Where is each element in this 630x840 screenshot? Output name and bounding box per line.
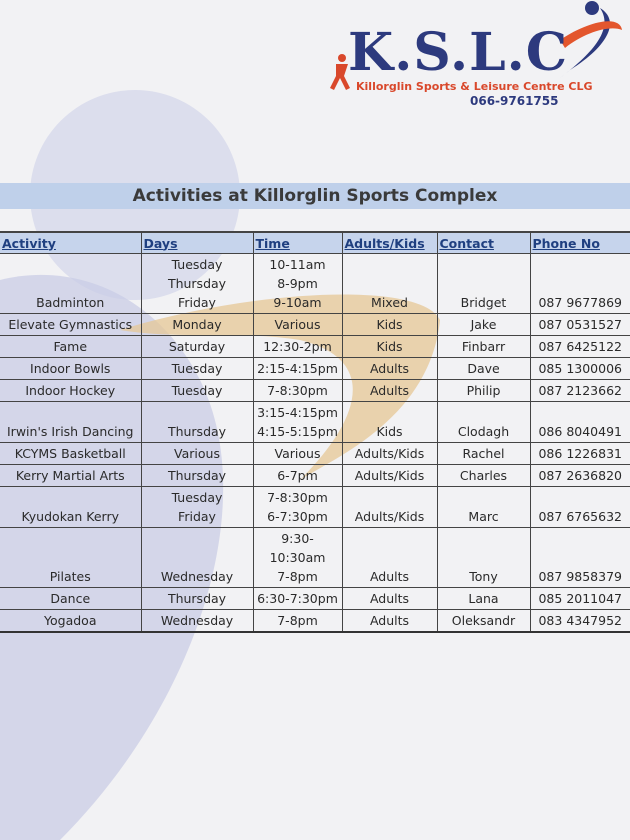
time-cell-line: 7-8pm [277, 613, 318, 628]
contact-cell: Tony [437, 528, 530, 588]
table-row [0, 487, 630, 528]
phone-cell: 087 9858379 [530, 528, 630, 588]
days-cell-line: Wednesday [160, 613, 234, 628]
activity-cell: Fame [0, 336, 141, 358]
contact-cell: Charles [437, 465, 530, 487]
days-cell-line: Monday [172, 317, 222, 332]
time-cell-line: 4:15-5:15pm [257, 424, 338, 439]
time-cell-line: 7-8pm [277, 569, 318, 584]
days-cell-line: Tuesday [171, 490, 223, 505]
column-header-days: Days [141, 232, 253, 254]
activity-cell: Indoor Bowls [0, 358, 141, 380]
time-cell-line: 6-7:30pm [267, 509, 328, 524]
table-row [0, 528, 630, 588]
days-cell [141, 314, 253, 336]
ages-cell: Mixed [342, 254, 437, 314]
ages-cell: Adults [342, 588, 437, 610]
contact-cell: Jake [437, 314, 530, 336]
time-cell [253, 358, 342, 380]
ages-cell: Kids [342, 336, 437, 358]
days-cell [141, 487, 253, 528]
activity-cell: Elevate Gymnastics [0, 314, 141, 336]
activity-cell: Kyudokan Kerry [0, 487, 141, 528]
ages-cell: Adults [342, 528, 437, 588]
activity-cell: Dance [0, 588, 141, 610]
phone-cell: 087 0531527 [530, 314, 630, 336]
column-header-activity: Activity [0, 232, 141, 254]
contact-cell: Dave [437, 358, 530, 380]
column-header-phone: Phone No [530, 232, 630, 254]
ages-cell: Adults [342, 610, 437, 633]
days-cell-line: Tuesday [171, 361, 223, 376]
column-header-contact: Contact [437, 232, 530, 254]
table-row [0, 336, 630, 358]
phone-cell: 087 2123662 [530, 380, 630, 402]
time-cell-line: 2:15-4:15pm [257, 361, 338, 376]
days-cell-line: Various [174, 446, 220, 461]
logo-text: K.S.L.C [348, 22, 569, 83]
time-cell [253, 402, 342, 443]
days-cell-line: Thursday [167, 468, 227, 483]
days-cell [141, 588, 253, 610]
time-cell [253, 465, 342, 487]
days-cell [141, 402, 253, 443]
days-cell-line: Friday [178, 509, 216, 524]
table-row [0, 358, 630, 380]
days-cell-line: Saturday [168, 339, 226, 354]
time-cell-line: 9-10am [273, 295, 322, 310]
ages-cell: Adults [342, 358, 437, 380]
phone-cell: 087 2636820 [530, 465, 630, 487]
days-cell [141, 358, 253, 380]
activity-cell: Kerry Martial Arts [0, 465, 141, 487]
time-cell [253, 380, 342, 402]
table-row [0, 610, 630, 633]
time-cell [253, 314, 342, 336]
days-cell [141, 380, 253, 402]
column-header-adults-kids: Adults/Kids [342, 232, 437, 254]
ages-cell: Kids [342, 314, 437, 336]
time-cell-line: 12:30-2pm [263, 339, 332, 354]
phone-cell: 087 9677869 [530, 254, 630, 314]
column-header-time: Time [253, 232, 342, 254]
time-cell [253, 588, 342, 610]
time-cell-line: Various [274, 317, 321, 332]
time-cell-line: 6:30-7:30pm [257, 591, 338, 606]
activity-cell: Badminton [0, 254, 141, 314]
table-row [0, 465, 630, 487]
table-row [0, 254, 630, 314]
contact-cell: Bridget [437, 254, 530, 314]
time-cell [253, 487, 342, 528]
activity-cell: Yogadoa [0, 610, 141, 633]
days-cell-line: Thursday [167, 424, 227, 439]
table-row [0, 380, 630, 402]
days-cell [141, 443, 253, 465]
time-cell-line: 3:15-4:15pm [257, 405, 338, 420]
phone-cell: 085 2011047 [530, 588, 630, 610]
time-cell [253, 443, 342, 465]
time-cell [253, 336, 342, 358]
contact-cell: Oleksandr [437, 610, 530, 633]
contact-cell: Marc [437, 487, 530, 528]
ages-cell: Adults/Kids [342, 487, 437, 528]
days-cell [141, 465, 253, 487]
days-cell [141, 254, 253, 314]
contact-cell: Clodagh [437, 402, 530, 443]
phone-cell: 085 1300006 [530, 358, 630, 380]
time-cell-line: Various [274, 446, 321, 461]
contact-cell: Finbarr [437, 336, 530, 358]
days-cell-line: Friday [178, 295, 216, 310]
table-row [0, 443, 630, 465]
days-cell-line: Wednesday [160, 569, 234, 584]
ages-cell: Adults [342, 380, 437, 402]
ages-cell: Kids [342, 402, 437, 443]
time-cell-line: 6-7pm [277, 468, 318, 483]
time-cell-line: 10-11am [269, 257, 326, 272]
phone-cell: 086 1226831 [530, 443, 630, 465]
days-cell [141, 336, 253, 358]
contact-cell: Lana [437, 588, 530, 610]
activity-cell: Irwin's Irish Dancing [0, 402, 141, 443]
days-cell-line: Thursday [167, 591, 227, 606]
time-cell-line: 8-9pm [277, 276, 318, 291]
page-title: Activities at Killorglin Sports Complex [132, 186, 498, 206]
table-row [0, 402, 630, 443]
logo-subtitle: Killorglin Sports & Leisure Centre CLG [356, 80, 593, 93]
days-cell-line: Tuesday [171, 257, 223, 272]
activities-table [0, 231, 630, 633]
time-cell-line: 7-8:30pm [267, 383, 328, 398]
table-body [0, 254, 630, 633]
time-cell-line: 9:30-10:30am [269, 531, 326, 565]
ages-cell: Adults/Kids [342, 465, 437, 487]
phone-cell: 086 8040491 [530, 402, 630, 443]
table-row [0, 588, 630, 610]
contact-cell: Rachel [437, 443, 530, 465]
activity-cell: Indoor Hockey [0, 380, 141, 402]
activity-cell: Pilates [0, 528, 141, 588]
time-cell-line: 7-8:30pm [267, 490, 328, 505]
time-cell [253, 610, 342, 633]
days-cell-line: Tuesday [171, 383, 223, 398]
days-cell [141, 528, 253, 588]
ages-cell: Adults/Kids [342, 443, 437, 465]
days-cell [141, 610, 253, 633]
logo-phone: 066-9761755 [470, 94, 559, 108]
table-row [0, 314, 630, 336]
activity-cell: KCYMS Basketball [0, 443, 141, 465]
phone-cell: 087 6425122 [530, 336, 630, 358]
phone-cell: 083 4347952 [530, 610, 630, 633]
table-header-row [0, 232, 630, 254]
time-cell [253, 254, 342, 314]
time-cell [253, 528, 342, 588]
contact-cell: Philip [437, 380, 530, 402]
phone-cell: 087 6765632 [530, 487, 630, 528]
days-cell-line: Thursday [167, 276, 227, 291]
